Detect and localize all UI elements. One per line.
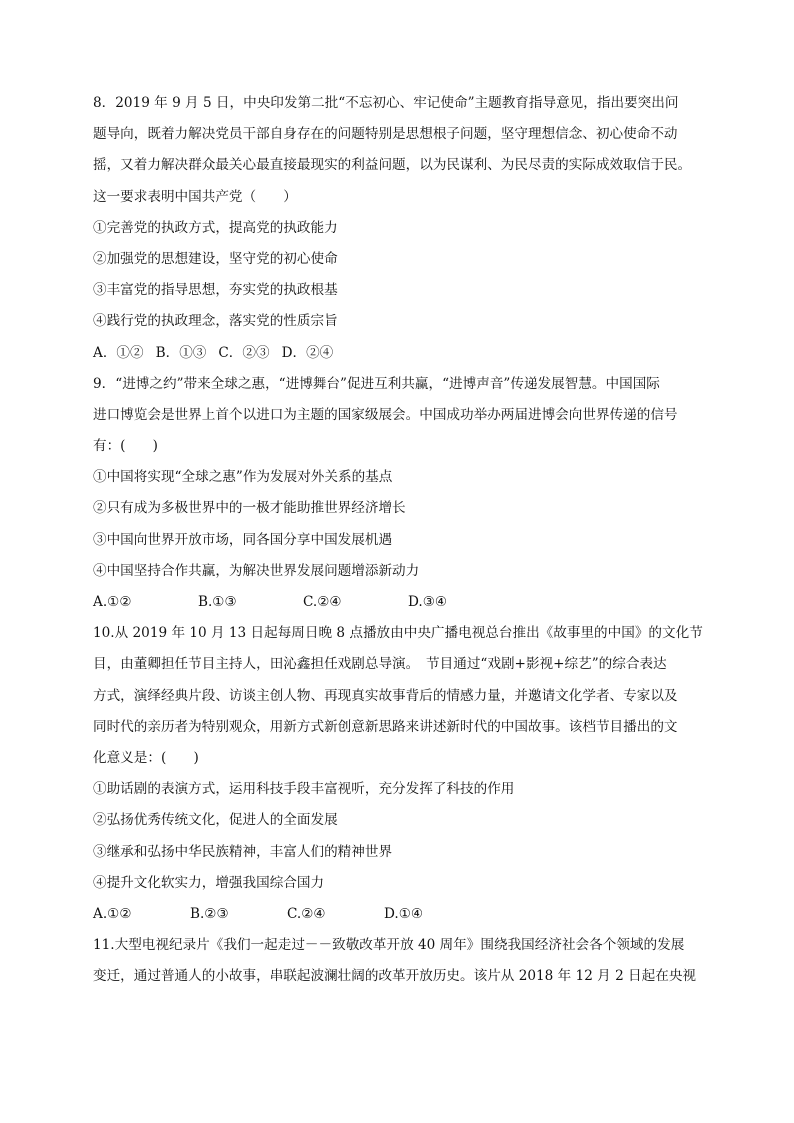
option-c: C．②③ [218, 344, 270, 361]
option-c: C.②④ [287, 905, 326, 922]
option-c: C.②④ [303, 594, 342, 610]
statement-item: ④提升文化软实力，增强我国综合国力 [93, 874, 325, 891]
statement-item: ②弘扬优秀传统文化，促进人的全面发展 [93, 812, 338, 829]
question-stem-line: 目，由董卿担任节目主持人，田沁鑫担任戏剧总导演。 节目通过“戏剧+影视+综艺”的综合表达 [93, 656, 667, 673]
question-stem-line: 11.大型电视纪录片《我们一起走过－－致敬改革开放 40 周年》围绕我国经济社会各个领域的发展 [93, 937, 685, 954]
option-d: D.①④ [384, 905, 424, 922]
option-b: B．①③ [155, 344, 207, 361]
question-10 [93, 618, 703, 930]
question-stem-line: 化意义是：( ) [93, 749, 199, 766]
question-stem-line: 同时代的亲历者为特别观众，用新方式新创意新思路来讲述新时代的中国故事。该档节目播出的文 [93, 718, 678, 735]
answer-options [93, 338, 703, 369]
option-a: A.①② [93, 905, 132, 922]
question-stem-line: 8．2019 年 9 月 5 日，中央印发第二批“不忘初心、牢记使命”主题教育指导意见，指出要突出问 [93, 95, 679, 111]
option-b: B.①③ [198, 594, 237, 610]
question-stem-line: 10.从 2019 年 10 月 13 日起每周日晚 8 点播放由中央广播电视总台推出《故事里的中国》的文化节 [93, 625, 703, 642]
question-9 [93, 369, 703, 619]
question-stem-line: 摇，又着力解决群众最关心最直接最现实的利益问题，以为民谋利、为民尽责的实际成效取信于民。 [93, 157, 692, 174]
answer-options [93, 587, 703, 618]
question-stem-line: 9．“进博之约”带来全球之惠，“进博舞台”促进互利共赢，“进博声音”传递发展智慧。中国国际 [93, 375, 660, 392]
statement-item: ③继承和弘扬中华民族精神，丰富人们的精神世界 [93, 843, 393, 860]
question-stem-line: 这一要求表明中国共产党（ ） [93, 188, 297, 205]
option-d: D.③④ [408, 594, 448, 610]
statement-item: ①中国将实现“全球之惠”作为发展对外关系的基点 [93, 469, 393, 486]
option-b: B.②③ [190, 905, 229, 922]
option-a: A．①② [93, 344, 144, 361]
statement-item: ②加强党的思想建设，坚守党的初心使命 [93, 250, 338, 267]
statement-item: ③中国向世界开放市场，同各国分享中国发展机遇 [93, 531, 393, 548]
statement-item: ①助话剧的表演方式，运用科技手段丰富视听，充分发挥了科技的作用 [93, 781, 515, 798]
question-stem-line: 有：( ) [93, 438, 158, 455]
question-stem-line: 题导向，既着力解决党员干部自身存在的问题特别是思想根子问题，坚守理想信念、初心使命不动 [93, 126, 678, 143]
question-11 [93, 930, 703, 992]
statement-item: ④践行党的执政理念，落实党的性质宗旨 [93, 313, 338, 330]
exam-page [93, 88, 703, 992]
statement-item: ③丰富党的指导思想，夯实党的执政根基 [93, 282, 338, 299]
option-a: A.①② [93, 594, 132, 610]
question-8 [93, 88, 703, 369]
statement-item: ②只有成为多极世界中的一极才能助推世界经济增长 [93, 500, 406, 517]
statement-item: ④中国坚持合作共赢，为解决世界发展问题增添新动力 [93, 562, 420, 579]
question-stem-line: 进口博览会是世界上首个以进口为主题的国家级展会。中国成功举办两届进博会向世界传递的信号 [93, 406, 678, 423]
option-d: D．②④ [281, 344, 334, 361]
question-stem-line: 变迁，通过普通人的小故事，串联起波澜壮阔的改革开放历史。该片从 2018 年 12 月 2 日起在央视 [93, 968, 697, 985]
question-stem-line: 方式，演绎经典片段、访谈主创人物、再现真实故事背后的情感力量，并邀请文化学者、专家以及 [93, 687, 678, 704]
answer-options [93, 899, 703, 930]
statement-item: ①完善党的执政方式，提高党的执政能力 [93, 219, 338, 236]
